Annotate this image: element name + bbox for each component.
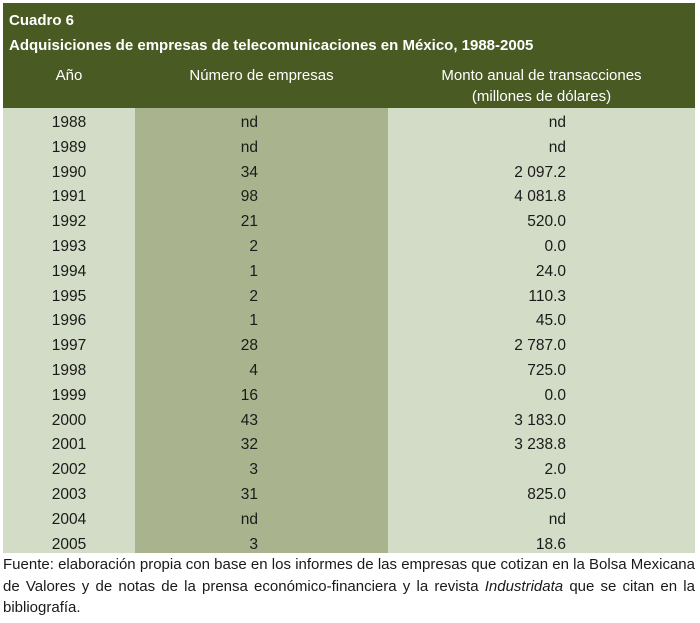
amount-cell: 3 183.0 (514, 411, 566, 429)
count-cell: 34 (240, 163, 258, 181)
table-title: Cuadro 6 (9, 12, 75, 29)
amount-cell: 0.0 (544, 386, 566, 404)
table-row (3, 136, 695, 161)
count-cell: 1 (249, 312, 258, 330)
count-cell: 98 (240, 188, 258, 206)
year-cell: 1995 (51, 287, 87, 305)
year-cell: 2003 (51, 485, 87, 503)
count-cell: 2 (249, 287, 258, 305)
year-cell: 1994 (51, 262, 87, 280)
amount-cell: 2.0 (544, 461, 566, 479)
source-note-text-end: que se citan en la bibliografía. (3, 577, 695, 616)
amount-cell: 45.0 (535, 312, 566, 330)
count-cell: 32 (240, 436, 258, 454)
amount-cell: 520.0 (527, 213, 566, 231)
count-cell: 3 (249, 535, 258, 553)
amount-cell: 4 081.8 (514, 188, 566, 206)
column-header-amount-line2: (millones de dólares) (471, 88, 612, 105)
table-header (3, 3, 695, 108)
table-row (3, 235, 695, 260)
table-row (3, 384, 695, 409)
year-cell: 1991 (51, 188, 87, 206)
year-cell: 2002 (51, 461, 87, 479)
table-row (3, 111, 695, 136)
table-row (3, 285, 695, 310)
amount-cell: 110.3 (528, 287, 566, 305)
year-cell: 1989 (51, 138, 87, 156)
year-cell: 2000 (51, 411, 87, 429)
count-cell: 4 (249, 361, 258, 379)
table-row (3, 334, 695, 359)
count-cell: nd (240, 510, 258, 528)
amount-cell: 3 238.8 (514, 436, 566, 454)
count-cell: 3 (249, 461, 258, 479)
table-body (3, 108, 695, 553)
data-table (3, 3, 695, 553)
column-header-amount-line1: Monto anual de transacciones (441, 67, 642, 84)
count-cell: nd (240, 114, 258, 131)
year-cell: 1998 (51, 361, 87, 379)
count-cell: nd (240, 138, 258, 156)
amount-cell: 2 787.0 (514, 337, 566, 355)
count-cell: 1 (249, 262, 258, 280)
year-cell: 1988 (51, 114, 87, 131)
table-row (3, 508, 695, 533)
year-cell: 2001 (51, 436, 87, 454)
source-note-publication: Industridata (484, 577, 564, 595)
amount-cell: 725.0 (527, 361, 566, 379)
count-cell: 16 (240, 386, 258, 404)
table-row (3, 161, 695, 186)
count-cell: 21 (240, 213, 258, 231)
year-cell: 2004 (51, 510, 87, 528)
table-row (3, 309, 695, 334)
table-row (3, 409, 695, 434)
table-rows (3, 111, 695, 557)
amount-cell: 2 097.2 (514, 163, 566, 181)
year-cell: 1996 (51, 312, 87, 330)
table-row (3, 458, 695, 483)
table-row (3, 433, 695, 458)
column-header-amount (388, 65, 695, 107)
count-cell: 43 (240, 411, 258, 429)
count-cell: 2 (249, 237, 258, 255)
year-cell: 1992 (51, 213, 87, 231)
table-subtitle: Adquisiciones de empresas de telecomunicaciones en México, 1988-2005 (9, 37, 534, 54)
amount-cell: 0.0 (544, 237, 566, 255)
amount-cell: nd (548, 138, 566, 156)
table-row (3, 210, 695, 235)
year-cell: 2005 (51, 535, 87, 553)
amount-cell: 24.0 (535, 262, 566, 280)
table-row (3, 359, 695, 384)
amount-cell: 825.0 (527, 485, 566, 503)
amount-cell: 18.6 (535, 535, 566, 553)
source-note-text: Fuente: elaboración propia con base en los informes de las empresas que cotizan en la Bolsa Mexicana de Valores y de notas de la prensa económico-financiera y la revista (3, 556, 695, 595)
count-cell: 31 (240, 485, 258, 503)
year-cell: 1990 (51, 163, 87, 181)
table-row (3, 260, 695, 285)
table-row (3, 185, 695, 210)
count-cell: 28 (240, 337, 258, 355)
year-cell: 1993 (51, 237, 87, 255)
year-cell: 1999 (51, 386, 87, 404)
year-cell: 1997 (51, 337, 87, 355)
column-header-count: Número de empresas (189, 67, 334, 84)
column-header-year: Año (55, 67, 83, 84)
table-row (3, 483, 695, 508)
amount-cell: nd (548, 510, 566, 528)
source-note (3, 554, 695, 619)
amount-cell: nd (548, 114, 566, 131)
